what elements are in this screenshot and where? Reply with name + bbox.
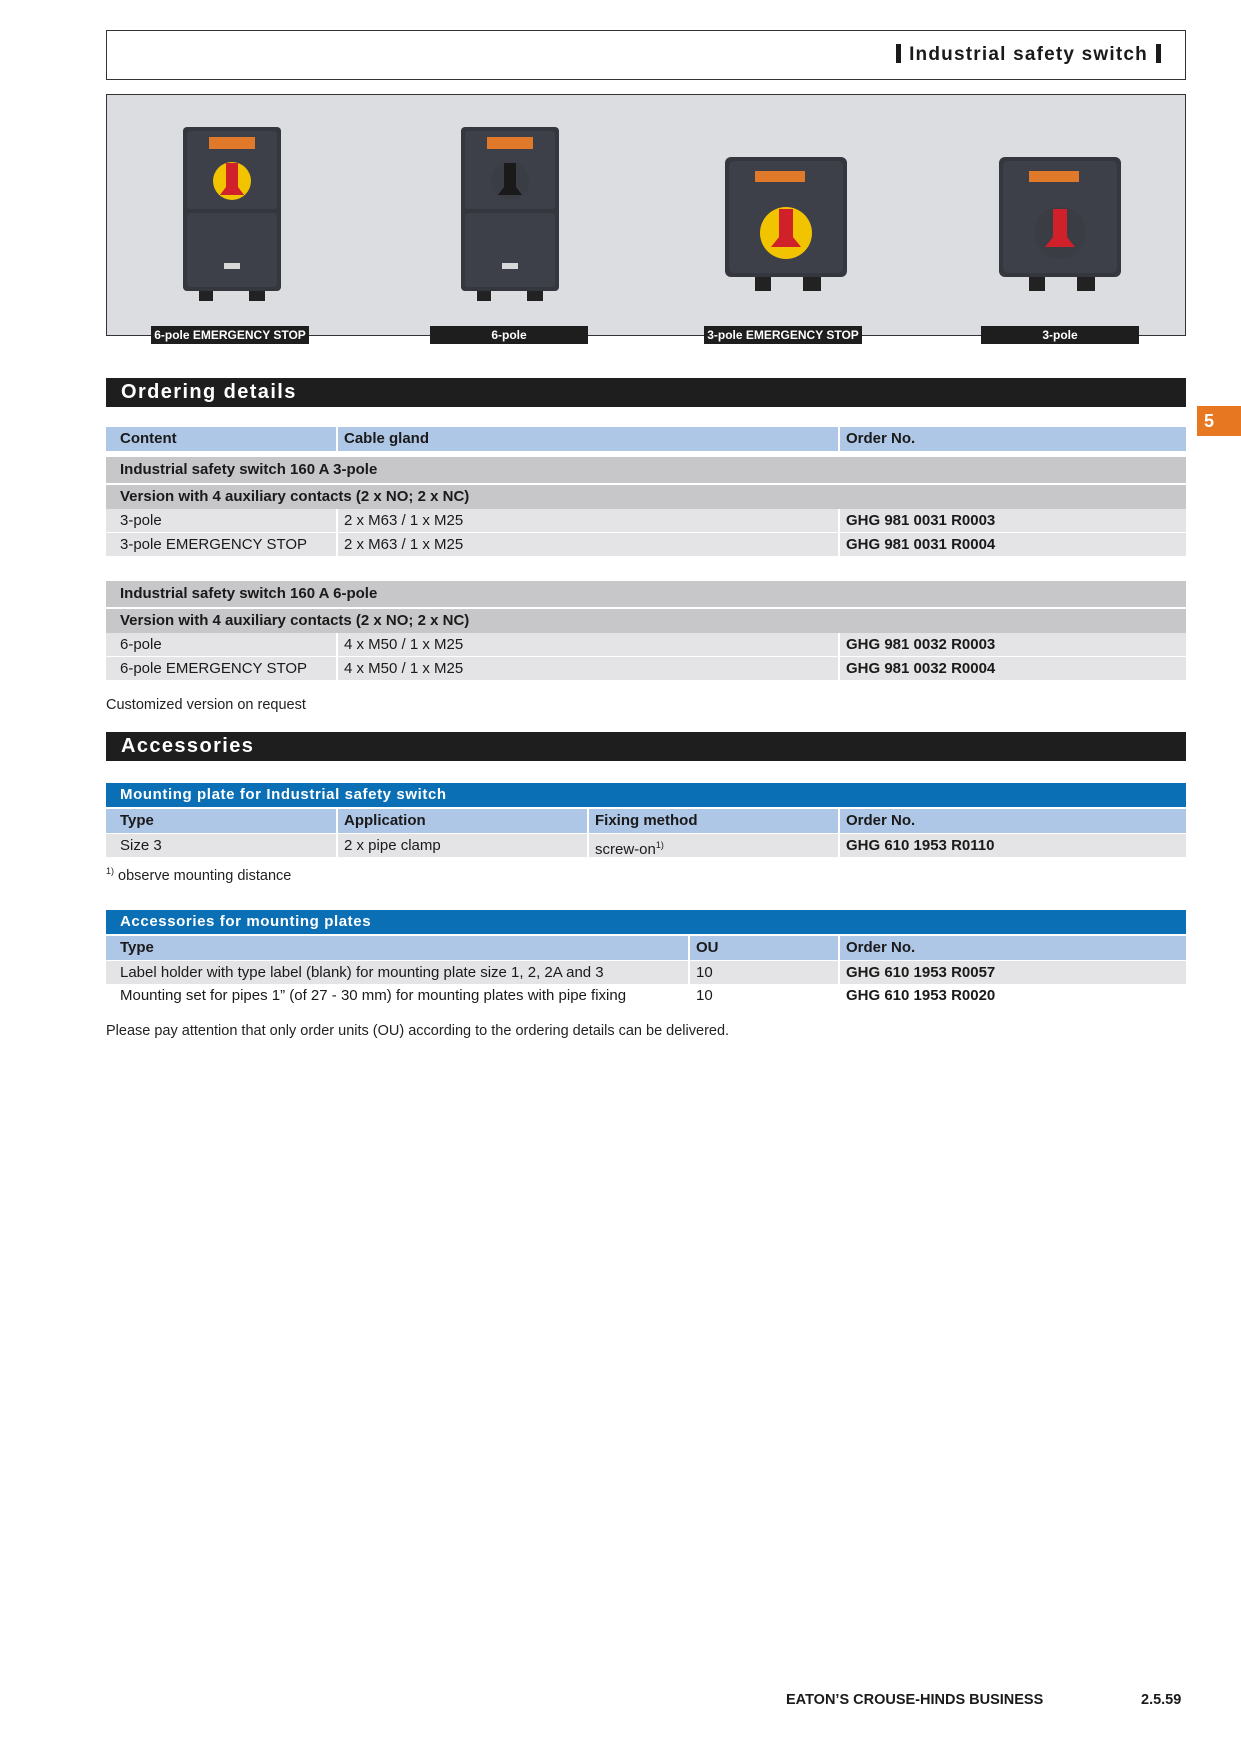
group-subtitle: Version with 4 auxiliary contacts (2 x NO; 2 x NC) <box>120 612 470 629</box>
cell-cable-gland: 2 x M63 / 1 x M25 <box>336 509 838 532</box>
product-caption: 6-pole EMERGENCY STOP <box>151 326 309 344</box>
group-title: Industrial safety switch 160 A 6-pole <box>120 585 378 602</box>
column-header-type: Type <box>120 939 154 956</box>
cell-order-no: GHG 610 1953 R0020 <box>846 987 996 1004</box>
chapter-tab: 5 <box>1197 406 1241 436</box>
cell-application: 2 x pipe clamp <box>336 834 587 857</box>
group-subtitle: Version with 4 auxiliary contacts (2 x NO; 2 x NC) <box>120 488 470 505</box>
cell-order-no: GHG 981 0031 R0003 <box>838 509 1186 532</box>
column-header-type: Type <box>120 812 154 829</box>
column-header-cable-gland: Cable gland <box>336 427 838 451</box>
title-bar-right <box>1156 44 1161 63</box>
page-header <box>106 30 1186 80</box>
group-title: Industrial safety switch 160 A 3-pole <box>120 461 378 478</box>
cell-order-no: GHG 981 0031 R0004 <box>838 533 1186 556</box>
footnote-marker: 1) <box>655 840 664 850</box>
table-row <box>106 961 1186 984</box>
cell-type: Mounting set for pipes 1” (of 27 - 30 mm) for mounting plates with pipe fixing <box>120 987 627 1004</box>
product-photo-panel <box>106 94 1186 336</box>
product-caption: 3-pole <box>981 326 1139 344</box>
mounting-plate-table-header <box>106 809 1186 833</box>
order-units-note: Please pay attention that only order units (OU) according to the ordering details can be delivered. <box>106 1023 730 1039</box>
title-bar-left <box>896 44 901 63</box>
product-caption: 6-pole <box>430 326 588 344</box>
accessories-for-plates-table-title: Accessories for mounting plates <box>106 910 1186 934</box>
product-image-6-pole-emergency-stop <box>177 123 287 305</box>
column-header-order-no: Order No. <box>838 809 1186 833</box>
cell-cable-gland: 4 x M50 / 1 x M25 <box>336 633 838 656</box>
table-row <box>106 533 1186 556</box>
table-row <box>106 834 1186 857</box>
ordering-table-header <box>106 427 1186 451</box>
cell-fixing-method <box>587 834 838 857</box>
accessories-for-plates-table-header <box>106 936 1186 960</box>
group-title-row <box>106 457 1186 483</box>
cell-content: 6-pole <box>120 636 162 653</box>
column-header-application: Application <box>336 809 587 833</box>
group-subtitle-row <box>106 485 1186 509</box>
mounting-footnote <box>106 866 291 884</box>
column-header-ou: OU <box>688 936 838 960</box>
title-text: Industrial safety switch <box>909 44 1148 65</box>
cell-ou: 10 <box>688 961 838 984</box>
product-image-3-pole-emergency-stop <box>719 151 853 301</box>
mounting-plate-table-title: Mounting plate for Industrial safety switch <box>106 783 1186 807</box>
table-row <box>106 657 1186 680</box>
group-title-row <box>106 581 1186 607</box>
cell-type: Size 3 <box>120 837 162 854</box>
accessories-heading: Accessories <box>106 732 1186 761</box>
column-header-order-no: Order No. <box>838 427 1186 451</box>
customized-note: Customized version on request <box>106 697 306 713</box>
cell-order-no: GHG 981 0032 R0003 <box>838 633 1186 656</box>
ordering-details-heading: Ordering details <box>106 378 1186 407</box>
cell-cable-gland: 4 x M50 / 1 x M25 <box>336 657 838 680</box>
column-header-fixing-method: Fixing method <box>587 809 838 833</box>
column-header-content: Content <box>120 430 177 447</box>
cell-content: 3-pole EMERGENCY STOP <box>120 536 308 553</box>
product-image-6-pole <box>455 123 565 305</box>
footer-brand: EATON’S CROUSE-HINDS BUSINESS <box>786 1692 1044 1708</box>
cell-content: 6-pole EMERGENCY STOP <box>120 660 308 677</box>
group-subtitle-row <box>106 609 1186 633</box>
cell-cable-gland: 2 x M63 / 1 x M25 <box>336 533 838 556</box>
cell-ou: 10 <box>696 987 713 1004</box>
column-header-order-no: Order No. <box>838 936 1186 960</box>
cell-content: 3-pole <box>120 512 162 529</box>
table-row <box>106 633 1186 656</box>
page-number: 2.5.59 <box>1141 1692 1182 1708</box>
cell-order-no: GHG 610 1953 R0057 <box>838 961 1186 984</box>
cell-type: Label holder with type label (blank) for mounting plate size 1, 2, 2A and 3 <box>120 964 604 981</box>
fixing-text: screw-on <box>595 841 656 858</box>
cell-order-no: GHG 610 1953 R0110 <box>838 834 1186 857</box>
cell-order-no: GHG 981 0032 R0004 <box>838 657 1186 680</box>
product-image-3-pole <box>993 151 1127 301</box>
footnote-marker: 1) <box>106 866 115 876</box>
footnote-text: observe mounting distance <box>114 867 292 884</box>
table-row <box>106 509 1186 532</box>
table-row <box>106 984 1186 1007</box>
product-caption: 3-pole EMERGENCY STOP <box>704 326 862 344</box>
page-title <box>888 44 1169 66</box>
